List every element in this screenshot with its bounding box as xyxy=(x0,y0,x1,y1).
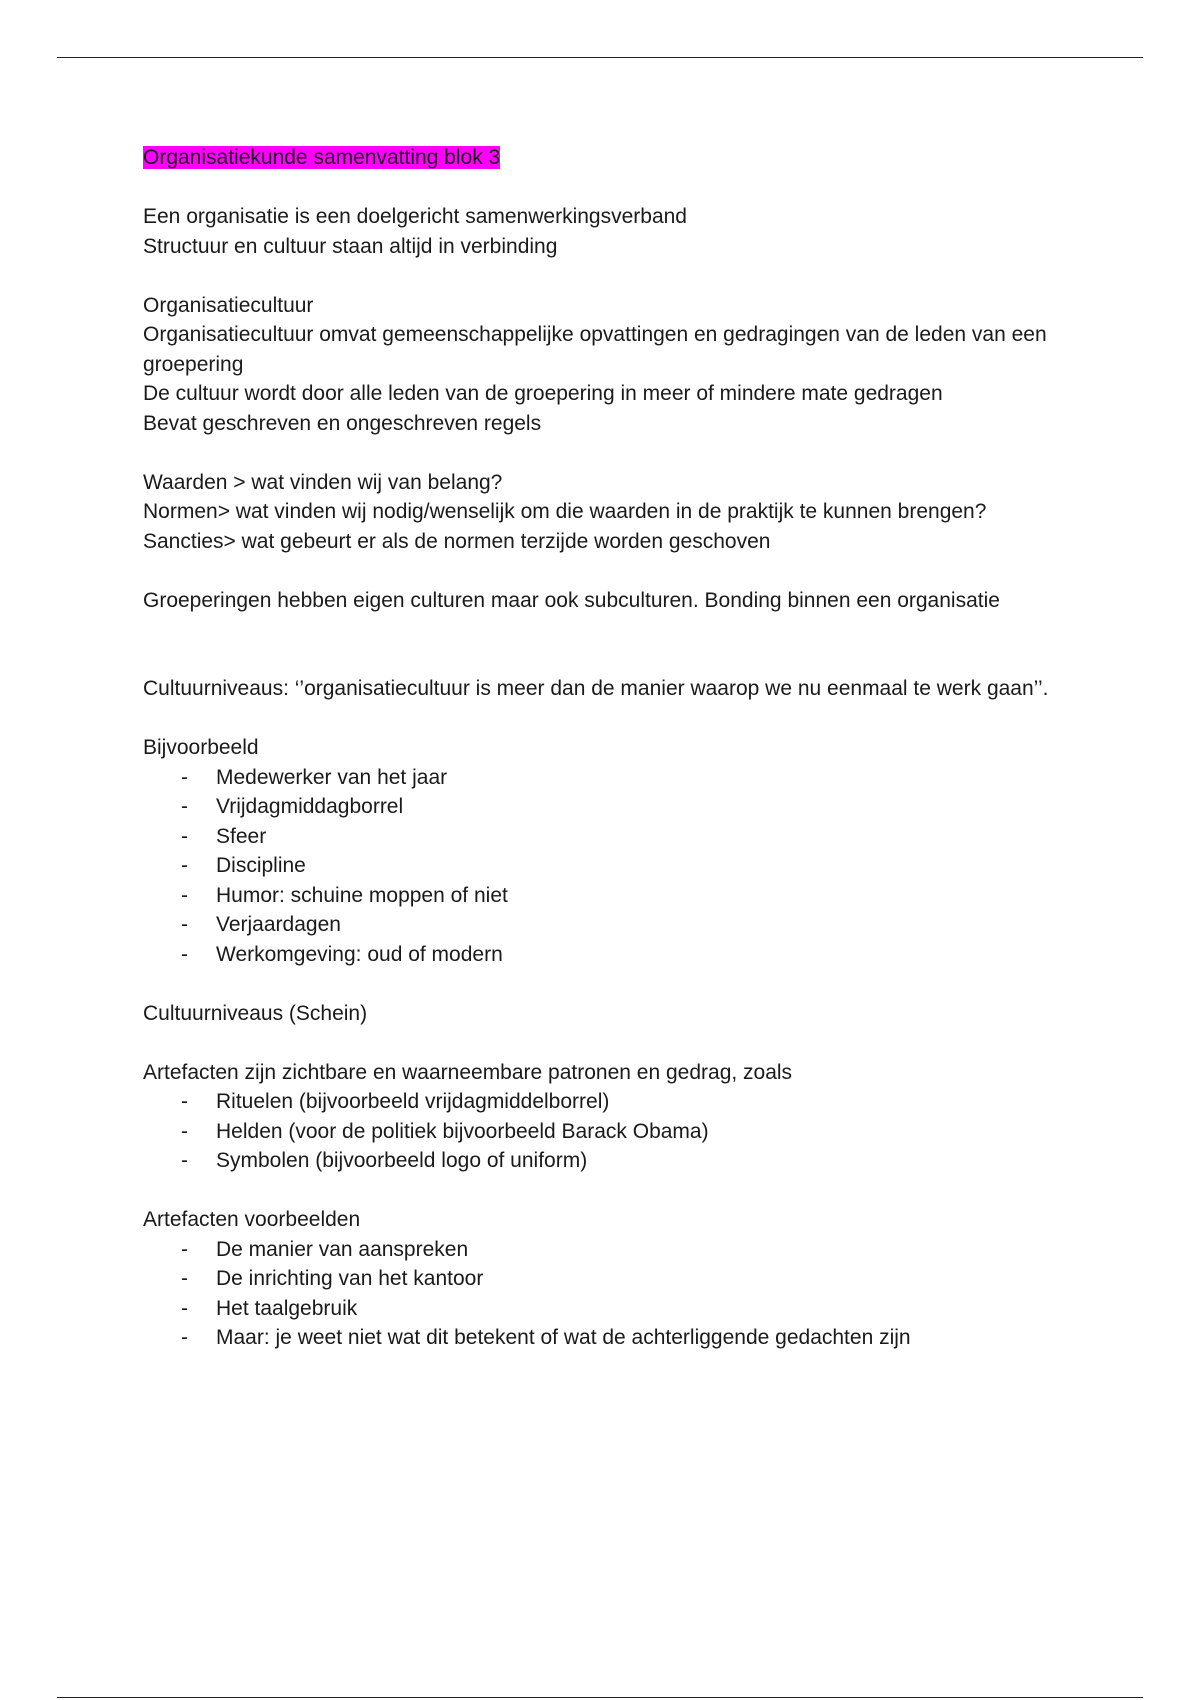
list-item: - Werkomgeving: oud of modern xyxy=(143,940,1063,970)
list-item: - Humor: schuine moppen of niet xyxy=(143,881,1063,911)
list-item: - Vrijdagmiddagborrel xyxy=(143,792,1063,822)
artefacten-voorbeelden-list xyxy=(143,1235,1063,1353)
section-heading-artefacten-voorbeelden: Artefacten voorbeelden xyxy=(143,1208,361,1231)
spacer xyxy=(143,261,1063,291)
section-heading-bijvoorbeeld: Bijvoorbeeld xyxy=(143,736,259,759)
list-item: - Medewerker van het jaar xyxy=(143,763,1063,793)
spacer xyxy=(143,615,1063,674)
bijvoorbeeld-list xyxy=(143,763,1063,970)
spacer xyxy=(143,704,1063,734)
list-item: - Het taalgebruik xyxy=(143,1294,1063,1324)
intro-line: Een organisatie is een doelgericht samenwerkingsverband xyxy=(143,205,687,228)
spacer xyxy=(143,1176,1063,1206)
bottom-rule xyxy=(57,1697,1143,1698)
document-body xyxy=(143,143,1063,1353)
normen-line: Normen> wat vinden wij nodig/wenselijk om die waarden in de praktijk te kunnen brengen? xyxy=(143,500,987,523)
intro-line: Structuur en cultuur staan altijd in verbinding xyxy=(143,234,558,258)
waarden-line: Waarden > wat vinden wij van belang? xyxy=(143,470,503,494)
section-heading-organisatiecultuur: Organisatiecultuur xyxy=(143,293,314,317)
spacer xyxy=(143,1028,1063,1058)
artefacten-list xyxy=(143,1087,1063,1176)
list-item: - De manier van aanspreken xyxy=(143,1235,1063,1265)
list-item: - Sfeer xyxy=(143,822,1063,852)
sancties-line: Sancties> wat gebeurt er als de normen terzijde worden geschoven xyxy=(143,529,771,553)
top-rule xyxy=(57,57,1143,58)
list-item: - Maar: je weet niet wat dit betekent of wat de achterliggende gedachten zijn xyxy=(143,1323,1063,1353)
title-line xyxy=(143,143,1063,173)
cultuur-line: De cultuur wordt door alle leden van de groepering in meer of mindere mate gedragen xyxy=(143,382,943,405)
cultuur-line: Bevat geschreven en ongeschreven regels xyxy=(143,411,542,435)
section-heading-schein: Cultuurniveaus (Schein) xyxy=(143,1001,368,1025)
list-item: - Discipline xyxy=(143,851,1063,881)
cultuurniveaus-quote: Cultuurniveaus: ‘’organisatiecultuur is meer dan de manier waarop we nu eenmaal te werk gaan’’. xyxy=(143,677,1049,700)
list-item: - Verjaardagen xyxy=(143,910,1063,940)
list-item: - Helden (voor de politiek bijvoorbeeld Barack Obama) xyxy=(143,1117,1063,1147)
page-title: Organisatiekunde samenvatting blok 3 xyxy=(143,146,501,169)
section-heading-artefacten: Artefacten zijn zichtbare en waarneembare patronen en gedrag, zoals xyxy=(143,1060,793,1084)
spacer xyxy=(143,556,1063,586)
list-item: - De inrichting van het kantoor xyxy=(143,1264,1063,1294)
spacer xyxy=(143,173,1063,203)
list-item: - Rituelen (bijvoorbeeld vrijdagmiddelborrel) xyxy=(143,1087,1063,1117)
spacer xyxy=(143,969,1063,999)
list-item: - Symbolen (bijvoorbeeld logo of uniform) xyxy=(143,1146,1063,1176)
spacer xyxy=(143,438,1063,468)
cultuur-line: Organisatiecultuur omvat gemeenschappelijke opvattingen en gedragingen van de leden van een groepering xyxy=(143,323,1047,376)
groeperingen-line: Groeperingen hebben eigen culturen maar ook subculturen. Bonding binnen een organisatie xyxy=(143,588,1000,612)
